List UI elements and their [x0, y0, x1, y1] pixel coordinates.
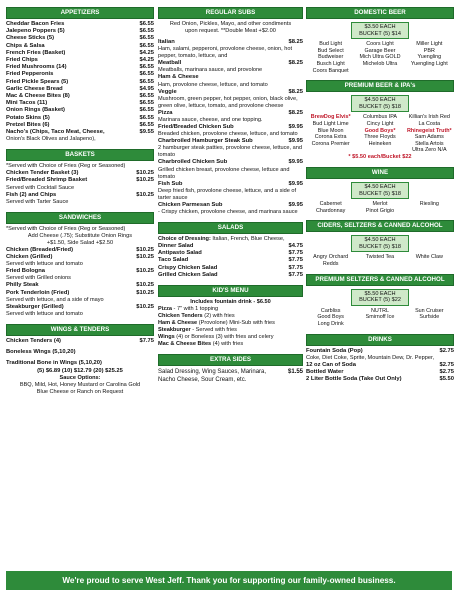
kids-item-name: Chicken Tenders [158, 313, 203, 320]
kids-item [158, 320, 303, 327]
menu-item-row [158, 243, 303, 250]
menu-item-name: Crispy Chicken Salad [158, 264, 218, 271]
ciders-price-bucket: BUCKET (5) $18 [359, 243, 401, 250]
menu-item-name: Jalepeno Poppers (5) [6, 28, 65, 35]
seltzers-grid [306, 308, 454, 328]
extra-sides-line-2: Nacho Cheese, Sour Cream, etc. [158, 377, 247, 384]
wine-grid [306, 201, 454, 214]
menu-item-desc: Grilled chicken breast, provolone cheese, lettuce and tomato [158, 166, 290, 180]
menu-item-desc: 2 hamburger steak patties, provolone cheese, lettuce, and tomato [158, 145, 302, 159]
sauce-options-2: Blue Cheese or Ranch on Request [36, 388, 124, 395]
menu-item-name: Italian [158, 39, 175, 45]
menu-item-row [158, 60, 303, 67]
menu-item-row [6, 129, 154, 136]
kids-list [158, 306, 303, 348]
menu-item-price: $10.25 [136, 191, 154, 198]
subs-intro-1: Red Onion, Pickles, Mayo, and other condiments [169, 21, 292, 27]
grid-item [405, 68, 454, 75]
grid-item [355, 321, 404, 328]
menu-item-row [6, 100, 154, 107]
grid-item: Cincy Light [366, 120, 394, 127]
menu-item-price: $5.50 [439, 376, 454, 383]
menu-item-price: $6.55 [139, 28, 154, 35]
menu-item-row [158, 181, 303, 188]
menu-item-name: Mac & Cheese Bites (8) [6, 93, 70, 100]
grid-item: Merlot [372, 201, 388, 208]
grid-item [405, 321, 454, 328]
menu-item-name: 2 Liter Bottle Soda (Take Out Only) [306, 376, 402, 383]
grid-item: Redds [322, 261, 339, 268]
menu-item-price: $10.25 [136, 303, 154, 310]
menu-item-name: French Fries (Basket) [6, 49, 66, 56]
menu-item-desc: Deep fried fish, provolone cheese, lettuce, and a side of tarter sauce [158, 187, 297, 201]
grid-item: Corona Premier [311, 140, 350, 147]
menu-item-row [306, 348, 454, 355]
grid-item [355, 261, 404, 268]
grid-item: Twisted Tea [365, 254, 395, 261]
menu-item-name: 12 oz Can of Soda [306, 361, 356, 368]
menu-item-row [306, 362, 454, 369]
menu-item-row [158, 89, 303, 96]
kids-item [158, 327, 303, 334]
menu-item-name: Fried Mushrooms (14) [6, 64, 67, 71]
grid-item [306, 147, 355, 154]
menu-item-row [6, 57, 154, 64]
menu-item-price: $2.75 [439, 369, 454, 376]
menu-item-name: Antipasto Salad [158, 250, 202, 257]
menu-item-row [6, 290, 154, 297]
grid-item: Budweiser [318, 54, 344, 61]
grid-item: Blue Moon [317, 127, 344, 134]
extra-sides-line-1: Salad Dressing, Wing Sauces, Marinara, [158, 369, 267, 376]
extra-sides-header: EXTRA SIDES [158, 354, 303, 366]
wine-header: WINE [306, 167, 454, 179]
grid-item: White Claw [415, 254, 443, 261]
menu-item-price: $10.25 [136, 246, 154, 253]
subs-list [158, 39, 303, 216]
premium-note: * $5.50 each/Bucket $22 [348, 153, 412, 160]
menu-item-desc: Breaded chicken, provolone cheese, lettuce, and tomato [158, 131, 298, 138]
menu-item-name: Steakburger (Grilled) [6, 303, 64, 310]
grid-item: Killian's Irish Red [408, 114, 450, 121]
grid-item: Chardonnay [315, 207, 346, 214]
menu-item-name: Chicken Tender Basket (3) [6, 170, 79, 177]
kids-item-desc: - 7" with 1 topping [172, 306, 219, 313]
kids-item-desc: (4) or Boneless (3) with fries and celery [174, 334, 274, 341]
menu-item-desc: Ham, salami, pepperoni, provolone cheese, onion, hot pepper, tomato, lettuce, and [158, 46, 293, 60]
kids-item-name: Mac & Cheese Bites [158, 341, 212, 348]
menu-item-name: Fountain Soda (Pop) [306, 347, 363, 354]
premium-beer-header: PREMIUM BEER & IPA's [306, 80, 454, 92]
menu-item-price: $9.55 [139, 129, 154, 136]
menu-item-price: $10.25 [136, 268, 154, 275]
menu-item-price: $6.55 [139, 42, 154, 49]
kids-item [158, 306, 303, 313]
grid-item: BrewDog Elvis* [310, 114, 351, 121]
menu-item-row [6, 79, 154, 86]
premium-price-each: $4.50 EACH [364, 97, 396, 104]
menu-item-row [6, 71, 154, 78]
grid-item: Stella Artois [415, 140, 444, 147]
menu-item-row [158, 74, 303, 81]
menu-item-row [6, 93, 154, 100]
seltzers-price-box [351, 289, 409, 306]
sandwiches-list [6, 247, 154, 318]
subs-intro-2: upon request. **Double Meat +$2.00 [185, 28, 276, 34]
menu-item-desc: Coke, Diet Coke, Sprite, Mountain Dew, Dr. Pepper, [306, 354, 435, 361]
menu-item-name: Cheddar Bacon Fries [6, 21, 65, 27]
menu-item-name: Charbroiled Hamburger Steak Sub [158, 138, 253, 145]
menu-item-name: Chicken Parmesan Sub [158, 201, 223, 208]
grid-item: Michelob Ultra [362, 60, 398, 67]
menu-item-price: $10.25 [136, 254, 154, 261]
menu-item-row [158, 110, 303, 117]
dressing-label: Choice of Dressing: [158, 236, 211, 243]
menu-item-price: $6.55 [139, 78, 154, 85]
menu-item-desc: Served with lettuce and tomato [6, 261, 83, 268]
menu-item-name: Fried/Breaded Shrimp Basket [6, 177, 88, 184]
middle-column [158, 7, 303, 384]
grid-item: Cabernet [319, 201, 342, 208]
traditional-wings-label: Traditional Bone in Wings (5,10,20) [6, 360, 102, 367]
menu-item-row [6, 107, 154, 114]
menu-item-price: $7.75 [288, 271, 303, 278]
grid-item: Ultra Zero N/A [412, 147, 447, 154]
menu-item-desc: - Crispy chicken, provolone cheese, and marinara sauce [158, 209, 298, 216]
sandwiches-note-1: *Served with Choice of Fries (Reg or Seasoned) [6, 225, 126, 232]
menu-item-name: Mini Tacos (11) [6, 100, 48, 107]
menu-item-row [158, 39, 303, 46]
grid-item: Bud Select [317, 47, 344, 54]
menu-item-name: Philly Steak [6, 282, 39, 289]
menu-item-price: $9.95 [288, 124, 303, 131]
menu-item-desc: Meatballs, marinara sauce, and provolone [158, 67, 263, 74]
menu-item-price: $8.25 [288, 88, 303, 95]
menu-item-price: $9.95 [288, 180, 303, 187]
premium-seltzers-header: PREMIUM SELTZERS & CANNED ALCOHOL [306, 274, 454, 286]
grid-item: Sam Adams [414, 134, 444, 141]
ciders-grid [306, 254, 454, 267]
menu-item-row [6, 21, 154, 28]
menu-item-desc: Served with lettuce and tomato [6, 311, 83, 318]
menu-item-row [6, 28, 154, 35]
chicken-tenders-row [6, 338, 154, 345]
menu-item-price: $4.25 [139, 57, 154, 64]
menu-item-row [158, 250, 303, 257]
grid-item: Surfside [419, 314, 440, 321]
salads-header: SALADS [158, 222, 303, 234]
menu-item-row [158, 202, 303, 209]
sauce-options-1: BBQ, Mild, Hot, Honey Mustard or Carolina Gold [19, 381, 141, 388]
menu-item-name: Pretzel Bites (6) [6, 121, 50, 128]
menu-item-price: $8.25 [288, 60, 303, 67]
menu-item-price: $7.75 [288, 257, 303, 264]
grid-item: Good Boys [317, 314, 344, 321]
wing-prices [6, 368, 154, 375]
menu-item-desc: Mushroom, green pepper, hot pepper, onion, black olive, green olive, lettuce, tomato, and provolone cheese [158, 95, 298, 109]
ciders-price-box [351, 235, 409, 252]
grid-item: NUTRL [371, 307, 389, 314]
grid-item: Carbliss [320, 307, 341, 314]
grid-item: Garage Beer [364, 47, 396, 54]
menu-item-price: $6.55 [139, 21, 154, 27]
kids-header: KID'S MENU [158, 285, 303, 297]
domestic-beer-header: DOMESTIC BEER [306, 7, 454, 19]
grid-item: Miller Light [416, 41, 443, 48]
grid-item [405, 261, 454, 268]
menu-item-name: Meatball [158, 60, 182, 67]
menu-item-name: Garlic Cheese Bread [6, 85, 63, 92]
menu-item-name: Ham & Cheese [158, 74, 199, 81]
menu-item-name: Potato Skins (5) [6, 114, 50, 121]
menu-item-desc: Marinara sauce, cheese, and one topping. [158, 117, 263, 124]
grid-item: Busch Light [316, 60, 345, 67]
grid-item: Three Floyds [364, 134, 396, 141]
chicken-tenders-price: $7.75 [139, 338, 154, 345]
grid-item: Yuengling [417, 54, 442, 61]
kids-item-desc: - Served with fries [190, 327, 237, 334]
sandwiches-note-3: +$1.50, Side Salad +$2.50 [46, 239, 114, 246]
menu-item-name: Fried Pepperonis [6, 71, 54, 78]
grid-item [355, 68, 404, 75]
grid-item: Sun Cruiser [415, 307, 444, 314]
menu-item-row [6, 282, 154, 289]
boneless-wings-row [6, 349, 154, 356]
domestic-price-box [351, 22, 409, 39]
grid-item: Riesling [419, 201, 439, 208]
menu-item-desc: Served with lettuce, and a side of mayo [6, 296, 104, 303]
baskets-header: BASKETS [6, 149, 154, 161]
grid-item: Coors Banquet [312, 67, 349, 74]
premium-price-box [351, 95, 409, 112]
kids-item-desc: (Provolone) Mini-Sub with fries [197, 320, 275, 327]
menu-item-name: Dinner Salad [158, 243, 194, 250]
wine-price-each: $4.50 EACH [364, 183, 396, 190]
menu-item-name: Cheese Sticks (5) [6, 35, 55, 42]
menu-item-row [6, 43, 154, 50]
wings-header: WINGS & TENDERS [6, 324, 154, 336]
menu-item-name: Fried Bologna [6, 268, 45, 275]
menu-item-price: $6.55 [139, 114, 154, 121]
grid-item [355, 147, 404, 154]
menu-item-row [6, 122, 154, 129]
menu-item-price: $10.25 [136, 289, 154, 296]
menu-item-row [6, 86, 154, 93]
salads-list [158, 243, 303, 279]
menu-item-row [6, 254, 154, 261]
kids-note: Includes fountain drink - $6.50 [190, 299, 271, 306]
menu-item-price: $10.25 [136, 170, 154, 177]
footer-banner: We're proud to serve West Jeff. Thank you for supporting our family-owned business. [6, 571, 452, 590]
grid-item: Coors Light [366, 41, 394, 48]
menu-item-name: Pork Tenderloin (Fried) [6, 289, 70, 296]
grid-item [405, 208, 454, 215]
menu-item-name: Onion Rings (Basket) [6, 107, 65, 114]
grid-item: Columbus IPA [362, 114, 398, 121]
kids-item [158, 341, 303, 348]
menu-item-desc: Served with Grilled onions [6, 275, 71, 282]
grid-item: Smirnoff Ice [365, 314, 395, 321]
menu-item-price: $6.55 [139, 35, 154, 42]
grid-item: PBR [423, 47, 435, 54]
menu-item-name: Charbroiled Chicken Sub [158, 159, 228, 166]
menu-item-row [6, 268, 154, 275]
baskets-list [6, 170, 154, 206]
traditional-wings-row [6, 360, 154, 367]
menu-item-row [306, 369, 454, 376]
menu-item-price: $6.55 [139, 93, 154, 100]
kids-item-name: Ham & Cheese [158, 320, 198, 327]
menu-item-row [6, 35, 154, 42]
wine-price-bucket: BUCKET (5) $18 [359, 190, 401, 197]
menu-item-price: $6.55 [139, 64, 154, 71]
kids-item-name: Wings [158, 334, 175, 341]
menu-item-row [306, 376, 454, 383]
menu-item-name: Chicken (Breaded/Fried) [6, 246, 74, 253]
kids-item-name: Steakburger [158, 327, 191, 334]
menu-item-price: $10.25 [136, 282, 154, 289]
menu-item-name: Fried/Breaded Chicken Sub [158, 124, 234, 131]
menu-item-row [6, 50, 154, 57]
menu-item-price: $4.95 [139, 85, 154, 92]
domestic-price-each: $3.50 EACH [364, 24, 396, 30]
grid-item: Long Drink [317, 321, 344, 328]
menu-item-row [6, 170, 154, 177]
kids-item-desc: (4) with fries [211, 341, 244, 348]
menu-item-row [158, 138, 303, 145]
chicken-tenders-name: Chicken Tenders (4) [6, 338, 61, 345]
menu-item-price: $6.55 [139, 121, 154, 128]
menu-item-name: Fish (2) and Chips [6, 191, 57, 198]
menu-item-price: $2.75 [439, 347, 454, 354]
menu-item-desc: Served with Tarter Sauce [6, 198, 69, 205]
drinks-header: DRINKS [306, 334, 454, 346]
drinks-list [306, 348, 454, 384]
wing-prices-text: (5) $6.89 (10) $12.79 (20) $25.25 [37, 367, 123, 374]
kids-item [158, 334, 303, 341]
menu-item-price: $7.75 [288, 250, 303, 257]
grid-item: Pinot Grigio [365, 207, 395, 214]
menu-item-price: $10.25 [136, 177, 154, 184]
grid-item: Corona Extra [314, 134, 347, 141]
grid-item: Bud Light [319, 41, 343, 48]
seltzers-price-bucket: BUCKET (5) $22 [359, 297, 401, 304]
right-column [306, 7, 454, 383]
extra-sides-row [158, 368, 303, 384]
menu-item-name: Chicken (Grilled) [6, 254, 53, 261]
left-column [6, 7, 154, 396]
menu-item-row [6, 115, 154, 122]
menu-item-price: $9.95 [288, 159, 303, 166]
wine-price-box [351, 182, 409, 199]
grid-item: Good Boys* [364, 127, 396, 134]
premium-beer-grid [306, 114, 454, 154]
menu-item-name: Grilled Chicken Salad [158, 271, 218, 278]
nachos-note: Onion's Black Olives and Jalapeno), [6, 136, 96, 143]
menu-item-name: Veggie [158, 88, 177, 95]
menu-item-row [6, 177, 154, 184]
menu-item-row [158, 124, 303, 131]
grid-item: Heineken [368, 140, 392, 147]
menu-item-name: Bottled Water [306, 369, 344, 376]
menu-item-price: $9.95 [288, 201, 303, 208]
menu-item-price: $6.55 [139, 71, 154, 78]
subs-header: REGULAR SUBS [158, 7, 303, 19]
menu-item-row [158, 257, 303, 264]
appetizers-list [6, 21, 154, 136]
domestic-beer-grid [306, 41, 454, 74]
kids-item-desc: (2) with fries [202, 313, 235, 320]
menu-item-row [6, 192, 154, 199]
domestic-price-bucket: BUCKET (5) $14 [359, 30, 401, 37]
menu-item-price: $8.25 [288, 39, 303, 45]
menu-item-price: $6.55 [139, 100, 154, 107]
menu-item-name: Nacho's (Chips, Taco Meat, Cheese, [6, 129, 105, 136]
baskets-note: *Served with Choice of Fries (Reg or Seasoned) [6, 163, 126, 170]
menu-item-row [158, 159, 303, 166]
menu-item-name: Chips & Salsa [6, 42, 45, 49]
menu-item-price: $9.95 [288, 138, 303, 145]
menu-item-name: Pizza [158, 109, 173, 116]
ciders-price-each: $4.50 EACH [364, 237, 396, 244]
premium-price-bucket: BUCKET (5) $18 [359, 103, 401, 110]
menu-item-row [158, 272, 303, 279]
menu-item-row [158, 265, 303, 272]
boneless-wings-label: Boneless Wings (5,10,20) [6, 349, 76, 356]
dressing-line [158, 236, 303, 243]
menu-item-price: $8.25 [288, 109, 303, 116]
grid-item: Mich Ultra GOLD [359, 54, 401, 61]
grid-item: Rhinegeist Truth* [407, 127, 452, 134]
grid-item: Angry Orchard [313, 254, 349, 261]
menu-item-name: Fried Pickle Spears (5) [6, 78, 69, 85]
menu-item-desc: Served with Cocktail Sauce [6, 184, 75, 191]
menu-item-price: $6.55 [139, 107, 154, 114]
menu-item-name: Fried Chips [6, 57, 38, 64]
menu-item-price: $7.75 [288, 264, 303, 271]
sauce-options-title: Sauce Options: [59, 374, 101, 381]
appetizers-header: APPETIZERS [6, 7, 154, 19]
kids-item [158, 313, 303, 320]
dressing-options: Italian, French, Blue Cheese, [212, 236, 285, 243]
grid-item: Bud Light Lime [312, 120, 349, 127]
menu-item-price: $2.75 [439, 361, 454, 368]
sandwiches-header: SANDWICHES [6, 212, 154, 224]
kids-item-name: Pizza [158, 306, 172, 313]
menu-item-name: Fish Sub [158, 180, 183, 187]
menu-item-row [6, 247, 154, 254]
menu-item-row [6, 64, 154, 71]
menu-item-price: $4.75 [288, 243, 303, 250]
menu-item-name: Taco Salad [158, 257, 189, 264]
grid-item: Yuengling Light [410, 60, 448, 67]
grid-item: La Costa [418, 120, 441, 127]
sandwiches-note-2: Add Cheese (.75); Substitute Onion Rings [27, 232, 133, 239]
menu-item-row [6, 304, 154, 311]
menu-item-price: $4.25 [139, 49, 154, 56]
menu-item-desc: Ham, provolone cheese, lettuce, and tomato [158, 81, 268, 88]
ciders-header: CIDERS, SELTZERS & CANNED ALCOHOL [306, 220, 454, 232]
extra-sides-price: $1.55 [287, 369, 303, 376]
seltzers-price-each: $5.50 EACH [364, 290, 396, 297]
